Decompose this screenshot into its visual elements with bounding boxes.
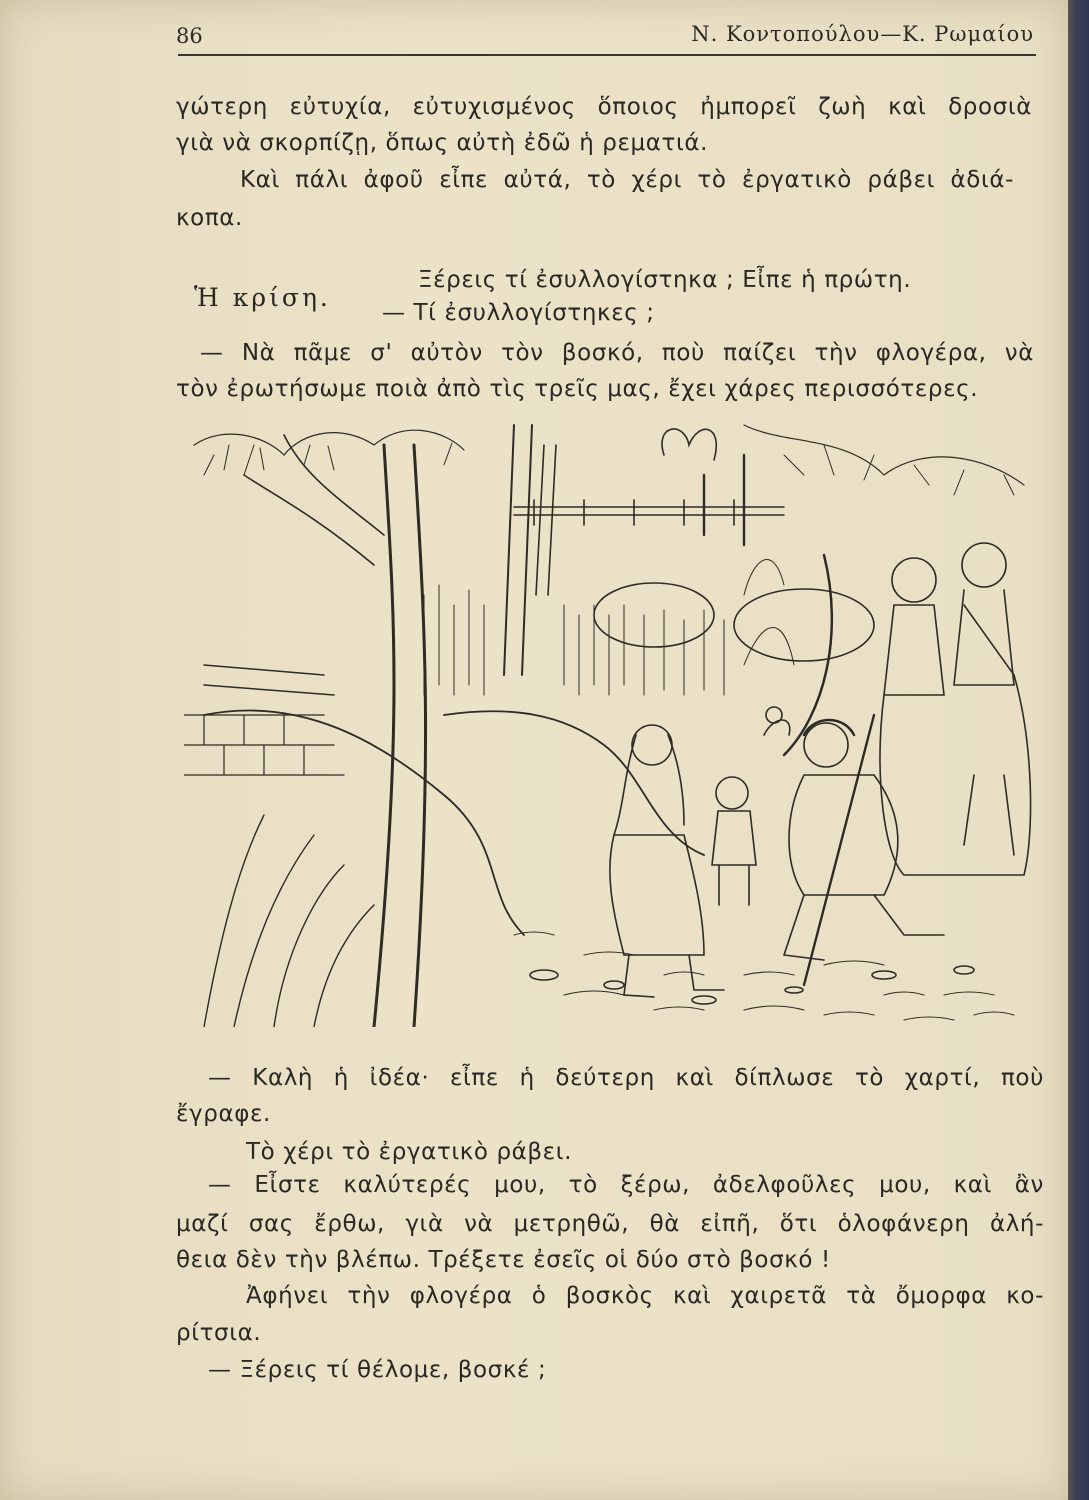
header-rule <box>178 54 1036 56</box>
text-line: Ξέρεις τί ἐσυλλογίστηκα ; Εἶπε ἡ πρώτη. <box>418 267 912 293</box>
section-side-title: Ἡ κρίση. <box>194 283 331 312</box>
pastoral-illustration <box>184 415 1046 1027</box>
text-line: μαζί σας ἔρθω, γιὰ νὰ μετρηθῶ, θὰ εἰπῆ, ὅτι ὁλοφάνερη ἀλή- <box>176 1211 1044 1237</box>
text-line: κοπα. <box>176 205 243 231</box>
text-line: Τὸ χέρι τὸ ἐργατικὸ ράβει. <box>246 1139 573 1165</box>
book-binding-edge <box>1068 0 1089 1500</box>
running-head: Ν. Κοντοπούλου—Κ. Ρωμαίου <box>691 22 1034 46</box>
text-line: γιὰ νὰ σκορπίζῃ, ὅπως αὐτὴ ἐδῶ ἡ ρεματιά. <box>176 130 709 156</box>
page-header <box>176 16 1034 50</box>
text-line: Ἀφήνει τὴν φλογέρα ὁ βοσκὸς καὶ χαιρετᾶ τὰ ὄμορφα κο- <box>246 1283 1044 1309</box>
text-line: ἔγραφε. <box>176 1101 271 1127</box>
text-line: Καὶ πάλι ἀφοῦ εἶπε αὐτά, τὸ χέρι τὸ ἐργατικὸ ράβει ἀδιά- <box>240 167 1014 193</box>
text-line: — Νὰ πᾶμε σ' αὐτὸν τὸν βοσκό, ποὺ παίζει τὴν φλογέρα, νὰ <box>200 340 1034 366</box>
text-line: ρίτσια. <box>176 1320 262 1346</box>
text-line: — Τί ἐσυλλογίστηκες ; <box>382 300 655 326</box>
text-line: — Εἶστε καλύτερές μου, τὸ ξέρω, ἀδελφοῦλες μου, καὶ ἂν <box>208 1172 1044 1198</box>
text-line: θεια δὲν τὴν βλέπω. Τρέξετε ἐσεῖς οἱ δύο στὸ βοσκό ! <box>176 1247 831 1273</box>
text-line: γώτερη εὐτυχία, εὐτυχισμένος ὅποιος ἠμπορεῖ ζωὴ καὶ δροσιὰ <box>176 94 1032 120</box>
text-line: τὸν ἐρωτήσωμε ποιὰ ἀπὸ τὶς τρεῖς μας, ἔχει χάρες περισσότερες. <box>176 376 979 402</box>
text-line: — Ξέρεις τί θέλομε, βοσκέ ; <box>208 1357 547 1383</box>
page-number: 86 <box>176 24 203 48</box>
text-line: — Καλὴ ἡ ἰδέα· εἶπε ἡ δεύτερη καὶ δίπλωσε τὸ χαρτί, ποὺ <box>208 1065 1044 1091</box>
